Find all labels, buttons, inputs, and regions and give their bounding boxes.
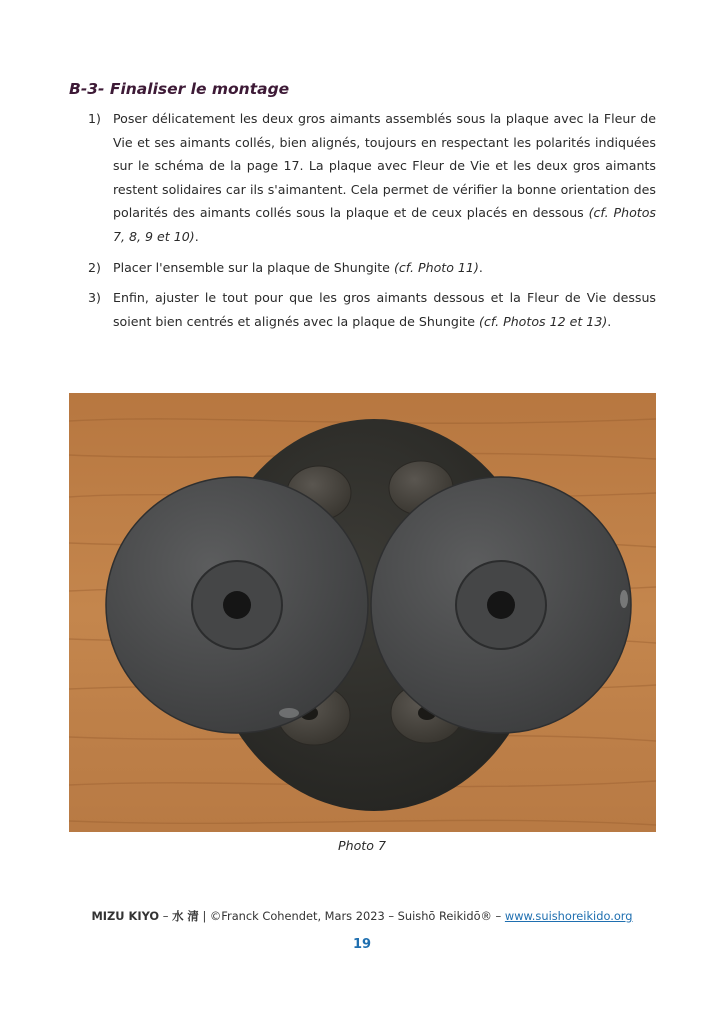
instruction-list [88,107,656,340]
step-text: Placer l'ensemble sur la plaque de Shungite [113,259,390,275]
magnets-illustration [69,393,656,832]
step-number: 3) [88,290,101,306]
photo-caption: Photo 7 [338,838,386,853]
magnets-photo [69,393,656,832]
page-number: 19 [352,937,372,952]
page-footer [0,908,724,924]
footer-dash: – [162,909,169,923]
step-number: 1) [88,111,101,126]
footer-credit: | ©Franck Cohendet, Mars 2023 – Suishō Reikidō® – [202,909,502,923]
photo-reference: (cf. Photos 12 et 13) [479,313,608,329]
list-item [88,286,656,333]
step-number: 2) [88,259,101,275]
list-item [88,256,656,280]
footer-kanji: 水 清 [172,909,199,923]
website-link[interactable]: www.suishoreikido.org [504,909,633,923]
list-item [88,107,656,249]
section-heading: B-3- Finaliser le montage [69,80,290,98]
step-text: Poser délicatement les deux gros aimants assemblés sous la plaque avec la Fleur de Vie et ses aimants collés, bien alignés, toujours en respectant les polarités indiquées sur le schéma de la page 17. La plaque avec Fleur de Vie et les deux gros aimants restent solidaires car ils s'aimantent. Cela permet de vérifier la bonne orientation des polarités des aimants collés sous la plaque et de ceux placés en dessous [113,111,656,221]
step-end: . [194,228,199,244]
step-text: Enfin, ajuster le tout pour que les gros aimants dessous et la Fleur de Vie dessus soient bien centrés et alignés avec la plaque de Shungite [113,290,656,329]
step-end: . [607,313,612,329]
footer-brand: MIZU KIYO [91,909,160,923]
photo-reference: (cf. Photos 7, 8, 9 et 10) [113,205,656,244]
step-end: . [478,259,483,275]
photo-reference: (cf. Photo 11) [393,259,479,275]
